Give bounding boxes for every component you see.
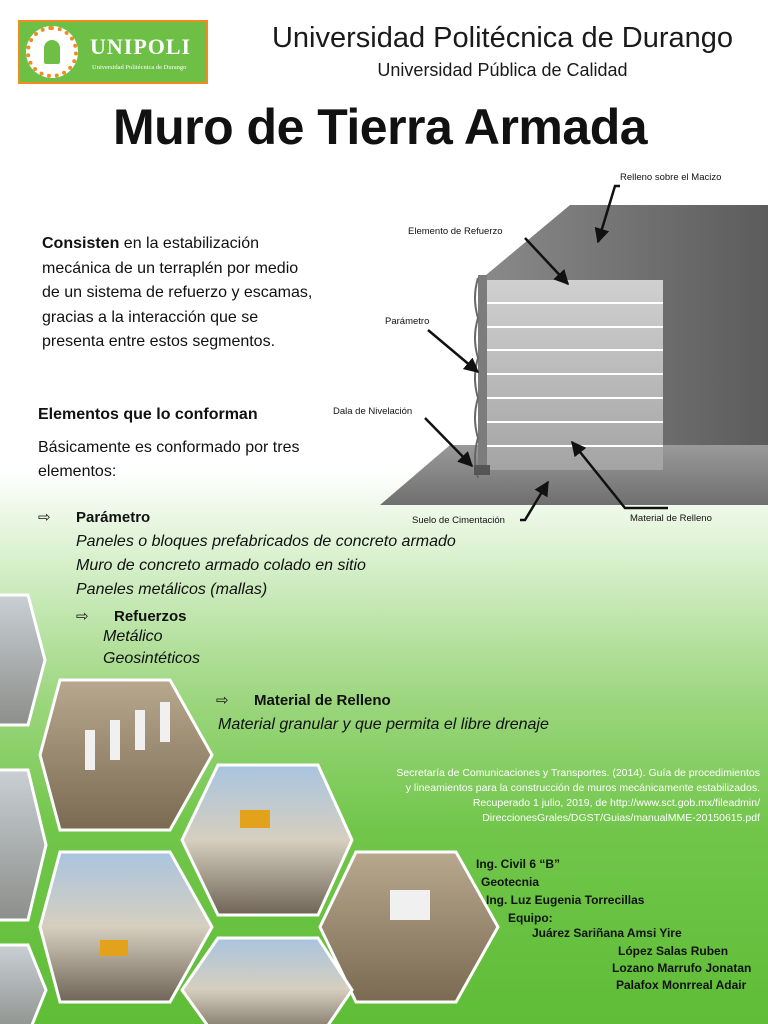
university-tagline: Universidad Pública de Calidad [377, 60, 628, 80]
refuerzo-item: Metálico [103, 628, 163, 645]
intro-line: en la estabilización [119, 235, 259, 252]
intro-lead: Consisten [42, 235, 120, 252]
parametro-item: Paneles metálicos (mallas) [76, 581, 268, 598]
logo-name: UNIPOLI [90, 34, 192, 59]
subject: Geotecnia [481, 875, 540, 889]
photo-hex-excavator [40, 852, 212, 1002]
arrow-bullet-icon: ⇨ [216, 692, 229, 709]
bullet-label: Material de Relleno [254, 692, 391, 709]
team-member: López Salas Ruben [618, 944, 729, 958]
material-item: Material granular y que permita el libre drenaje [218, 716, 549, 733]
label-suelo-cimentacion: Suelo de Cimentación [412, 515, 505, 526]
elements-intro: Básicamente es conformado por tres elementos: [38, 439, 300, 480]
unipoli-logo [18, 20, 208, 84]
label-parametro: Parámetro [385, 316, 430, 327]
team-member: Palafox Monrreal Adair [616, 978, 747, 992]
refuerzo-item: Geosintéticos [103, 650, 200, 667]
course: Ing. Civil 6 “B” [476, 857, 561, 871]
reference-line: Recuperado 1 julio, 2019, de http://www.sct.gob.mx/fileadmin/ [472, 797, 760, 809]
bullet-label: Refuerzos [114, 608, 187, 625]
teacher: Ing. Luz Eugenia Torrecillas [486, 893, 645, 907]
label-elemento-refuerzo: Elemento de Refuerzo [408, 226, 503, 237]
wall-diagram [320, 160, 768, 540]
label-material-relleno: Material de Relleno [630, 513, 712, 524]
poster-title: Muro de Tierra Armada [112, 99, 648, 155]
reference-citation [320, 766, 760, 826]
label-relleno-macizo: Relleno sobre el Macizo [620, 172, 722, 183]
university-name: Universidad Politécnica de Durango [271, 22, 734, 54]
team-member: Lozano Marrufo Jonatan [612, 961, 752, 975]
university-seal-icon [26, 26, 78, 78]
elements-heading: Elementos que lo conforman [38, 406, 258, 423]
intro-line: mecánica de un terraplén por medio [42, 259, 299, 277]
arrow-bullet-icon: ⇨ [38, 509, 51, 526]
photo-hex-strips [40, 680, 212, 830]
intro-line: de un sistema de refuerzo y escamas, [42, 284, 313, 301]
bullet-parametro [38, 508, 150, 526]
logo-subtitle: Universidad Politécnica de Durango [92, 64, 187, 71]
parametro-item: Paneles o bloques prefabricados de concreto armado [76, 533, 456, 550]
photo-hex-bottom-left [0, 945, 46, 1024]
intro-line: gracias a la interacción que se [42, 308, 259, 326]
leveling-pad [474, 465, 490, 475]
arrow-parametro [428, 330, 478, 372]
label-dala-nivelacion: Dala de Nivelación [333, 406, 413, 417]
photo-hex-bottom-mid [182, 938, 352, 1024]
team-member: Juárez Sariñana Amsi Yire [532, 926, 682, 940]
arrow-bullet-icon: ⇨ [76, 608, 89, 625]
photo-hex-wall [0, 770, 46, 920]
reference-line: DireccionesGrales/DGST/Guias/manualMME-20150615.pdf [482, 812, 760, 824]
parametro-item: Muro de concreto armado colado en sitio [76, 557, 366, 574]
team-label: Equipo: [508, 911, 553, 925]
intro-line: presenta entre estos segmentos. [42, 333, 276, 350]
reference-line: y lineamientos para la construcción de muros mecánicamente estabilizados. [405, 782, 760, 794]
photo-hex-panels [0, 595, 45, 725]
bullet-label: Parámetro [76, 509, 151, 526]
facing-panel [478, 275, 487, 473]
reference-line: Secretaría de Comunicaciones y Transportes. (2014). Guía de procedimientos [396, 767, 760, 779]
